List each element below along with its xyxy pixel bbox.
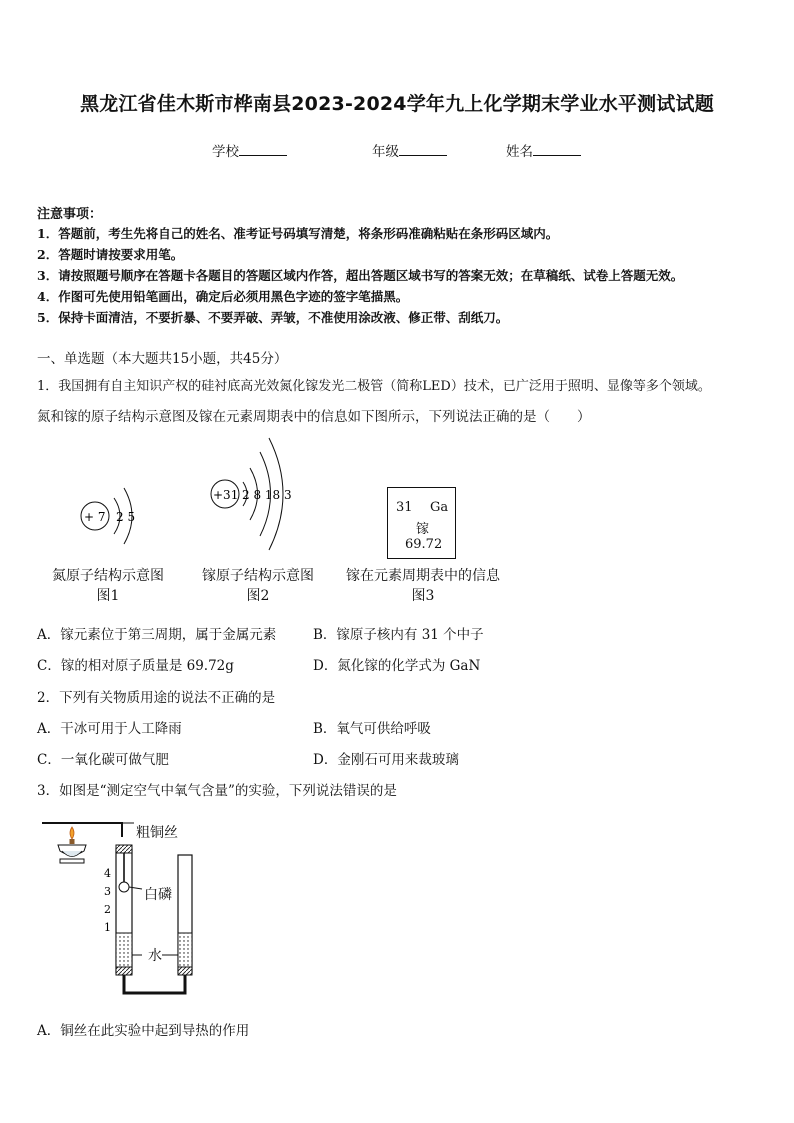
figure-3-label: 图3 (411, 588, 435, 604)
notice-heading: 注意事项： (37, 207, 103, 222)
notice-item: 3．请按照题号顺序在答题卡各题目的答题区域内作答，超出答题区域书写的答案无效；在草稿纸、试卷上答题无效。 (37, 268, 684, 283)
scale-mark: 3 (104, 885, 111, 898)
figure-1-caption: 氮原子结构示意图 (52, 568, 164, 584)
scale-mark: 2 (104, 903, 111, 916)
scale-mark: 1 (104, 921, 111, 934)
shell-electrons-label: 2 8 18 3 (242, 488, 292, 502)
page-title: 黑龙江省佳木斯市桦南县2023-2024学年九上化学期末学业水平测试试题 (80, 93, 714, 115)
nucleus-label: + 7 (84, 510, 106, 524)
question-1-option-c[interactable]: C．镓的相对原子质量是 69.72g (37, 658, 234, 674)
question-1-stem-line1: 1．我国拥有自主知识产权的硅衬底高光效氮化镓发光二极管（简称LED）技术，已广泛用于照明、显像等多个领域。 (37, 379, 711, 394)
question-2-option-a[interactable]: A．干冰可用于人工降雨 (37, 721, 182, 737)
question-1-option-a[interactable]: A．镓元素位于第三周期，属于金属元素 (37, 627, 277, 643)
nitrogen-atom-diagram (70, 478, 150, 558)
figure-1-label: 图1 (96, 588, 120, 604)
gallium-atom-diagram (205, 432, 305, 557)
notice-item: 5．保持卡面清洁，不要折暴、不要弄破、弄皱，不准使用涂改液、修正带、刮纸刀。 (37, 310, 509, 325)
figure-3-caption: 镓在元素周期表中的信息 (346, 568, 500, 584)
notice-item: 4．作图可先使用铅笔画出，确定后必须用黑色字迹的签字笔描黑。 (37, 289, 409, 304)
school-field[interactable]: 学校 (212, 140, 287, 160)
question-2-option-d[interactable]: D．金刚石可用来裁玻璃 (313, 752, 459, 768)
white-phosphorus-label: 白磷 (144, 887, 172, 903)
question-2-stem: 2．下列有关物质用途的说法不正确的是 (37, 690, 276, 706)
oxygen-content-apparatus (38, 815, 208, 1003)
element-name: 镓 (416, 522, 430, 537)
notice-item: 2．答题时请按要求用笔。 (37, 247, 184, 262)
question-1-stem-line2: 氮和镓的原子结构示意图及镓在元素周期表中的信息如下图所示，下列说法正确的是（ ） (37, 409, 591, 425)
water-label: 水 (148, 948, 162, 964)
atomic-mass: 69.72 (405, 537, 443, 552)
section-heading: 一、单选题（本大题共15小题，共45分） (37, 351, 288, 367)
shell-electrons-label: 2 5 (116, 510, 136, 524)
notice-item: 1．答题前，考生先将自己的姓名、准考证号码填写清楚，将条形码准确粘贴在条形码区域内。 (37, 226, 559, 241)
grade-field[interactable]: 年级 (372, 140, 447, 160)
atomic-number: 31 (396, 500, 413, 515)
name-field[interactable]: 姓名 (506, 140, 581, 160)
question-2-option-c[interactable]: C．一氧化碳可做气肥 (37, 752, 169, 768)
question-3-stem: 3．如图是“测定空气中氧气含量”的实验，下列说法错误的是 (37, 783, 397, 799)
question-2-option-b[interactable]: B．氧气可供给呼吸 (313, 721, 431, 737)
figure-2-caption: 镓原子结构示意图 (202, 568, 314, 584)
question-1-option-d[interactable]: D．氮化镓的化学式为 GaN (313, 658, 481, 674)
scale-mark: 4 (104, 867, 111, 880)
element-symbol: Ga (430, 500, 449, 515)
question-3-option-a[interactable]: A．铜丝在此实验中起到导热的作用 (37, 1023, 250, 1039)
figure-2-label: 图2 (246, 588, 270, 604)
nucleus-label: +31 (213, 488, 239, 502)
periodic-table-cell (387, 487, 456, 559)
question-1-option-b[interactable]: B．镓原子核内有 31 个中子 (313, 627, 484, 643)
alcohol-lamp-icon (58, 827, 86, 863)
copper-wire-label: 粗铜丝 (136, 825, 178, 841)
